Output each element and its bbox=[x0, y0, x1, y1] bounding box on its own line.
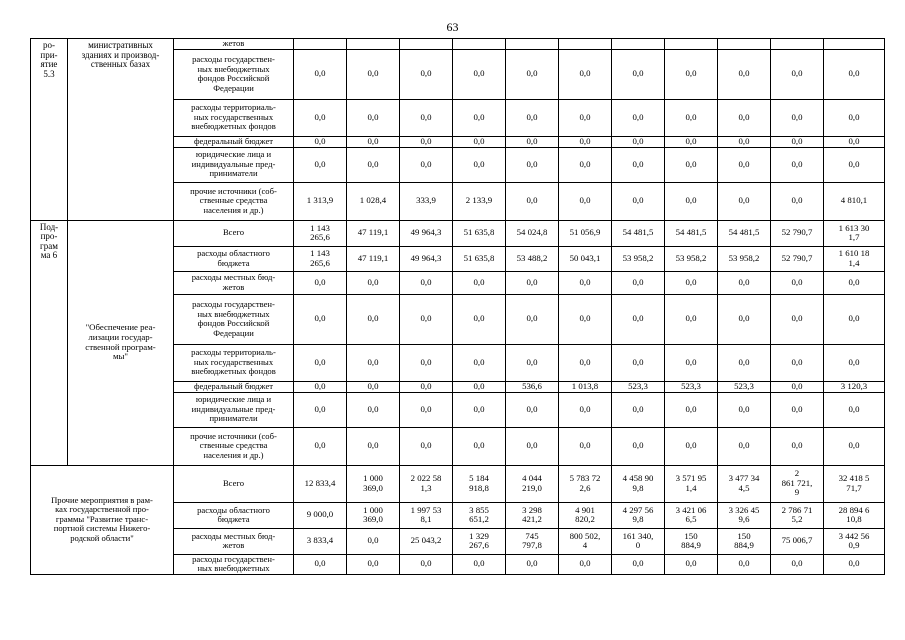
table-row bbox=[31, 220, 885, 246]
value-cell: 0,0 bbox=[294, 147, 347, 182]
value-cell: 1 143 265,6 bbox=[294, 246, 347, 271]
value-cell: 0,0 bbox=[771, 99, 824, 136]
page-number: 63 bbox=[446, 20, 459, 34]
value-cell: 2 133,9 bbox=[453, 182, 506, 220]
value-cell: 0,0 bbox=[347, 381, 400, 392]
value-cell: 51 635,8 bbox=[453, 220, 506, 246]
value-cell bbox=[665, 39, 718, 50]
funding-source-cell: расходы областного бюджета bbox=[174, 246, 294, 271]
section-code-cell: Под- про- грам ма 6 bbox=[31, 220, 68, 465]
value-cell: 0,0 bbox=[294, 294, 347, 344]
value-cell: 1 000 369,0 bbox=[347, 502, 400, 528]
value-cell: 0,0 bbox=[400, 49, 453, 99]
value-cell: 0,0 bbox=[824, 392, 885, 427]
value-cell: 53 488,2 bbox=[506, 246, 559, 271]
value-cell: 0,0 bbox=[665, 147, 718, 182]
value-cell: 9 000,0 bbox=[294, 502, 347, 528]
value-cell: 0,0 bbox=[400, 271, 453, 294]
value-cell: 3 833,4 bbox=[294, 528, 347, 554]
value-cell: 0,0 bbox=[612, 344, 665, 381]
value-cell: 0,0 bbox=[347, 99, 400, 136]
value-cell: 0,0 bbox=[665, 136, 718, 147]
funding-source-cell: федеральный бюджет bbox=[174, 381, 294, 392]
value-cell: 0,0 bbox=[771, 182, 824, 220]
funding-source-cell: юридические лица и индивидуальные пред- приниматели bbox=[174, 147, 294, 182]
value-cell: 0,0 bbox=[771, 554, 824, 574]
value-cell: 54 481,5 bbox=[665, 220, 718, 246]
value-cell: 3 421 06 6,5 bbox=[665, 502, 718, 528]
value-cell: 1 997 53 8,1 bbox=[400, 502, 453, 528]
value-cell: 0,0 bbox=[453, 271, 506, 294]
value-cell: 5 783 72 2,6 bbox=[559, 465, 612, 502]
value-cell: 53 958,2 bbox=[718, 246, 771, 271]
funding-source-cell: жетов bbox=[174, 39, 294, 50]
value-cell: 0,0 bbox=[612, 427, 665, 465]
value-cell: 0,0 bbox=[771, 392, 824, 427]
value-cell: 0,0 bbox=[559, 136, 612, 147]
value-cell: 0,0 bbox=[453, 136, 506, 147]
value-cell: 1 329 267,6 bbox=[453, 528, 506, 554]
value-cell: 3 442 56 0,9 bbox=[824, 528, 885, 554]
section-code-cell: ро- при- ятие 5.3 bbox=[31, 39, 68, 221]
value-cell: 0,0 bbox=[294, 381, 347, 392]
value-cell: 0,0 bbox=[400, 381, 453, 392]
value-cell: 745 797,8 bbox=[506, 528, 559, 554]
value-cell: 2 786 71 5,2 bbox=[771, 502, 824, 528]
value-cell: 0,0 bbox=[559, 99, 612, 136]
value-cell: 50 043,1 bbox=[559, 246, 612, 271]
value-cell bbox=[718, 39, 771, 50]
funding-source-cell: Всего bbox=[174, 220, 294, 246]
value-cell: 0,0 bbox=[612, 99, 665, 136]
value-cell: 3 571 95 1,4 bbox=[665, 465, 718, 502]
value-cell: 25 043,2 bbox=[400, 528, 453, 554]
value-cell: 0,0 bbox=[347, 294, 400, 344]
value-cell: 0,0 bbox=[347, 554, 400, 574]
value-cell: 0,0 bbox=[294, 554, 347, 574]
value-cell: 0,0 bbox=[824, 49, 885, 99]
value-cell: 333,9 bbox=[400, 182, 453, 220]
budget-table bbox=[30, 38, 885, 575]
value-cell: 0,0 bbox=[559, 271, 612, 294]
value-cell: 49 964,3 bbox=[400, 246, 453, 271]
value-cell: 0,0 bbox=[612, 136, 665, 147]
value-cell: 3 855 651,2 bbox=[453, 502, 506, 528]
value-cell: 3 120,3 bbox=[824, 381, 885, 392]
value-cell: 0,0 bbox=[718, 344, 771, 381]
value-cell: 0,0 bbox=[612, 294, 665, 344]
value-cell: 0,0 bbox=[347, 147, 400, 182]
funding-source-cell: юридические лица и индивидуальные пред- приниматели bbox=[174, 392, 294, 427]
value-cell bbox=[506, 39, 559, 50]
value-cell: 4 297 56 9,8 bbox=[612, 502, 665, 528]
value-cell: 75 006,7 bbox=[771, 528, 824, 554]
value-cell: 523,3 bbox=[718, 381, 771, 392]
value-cell: 54 481,5 bbox=[612, 220, 665, 246]
value-cell: 0,0 bbox=[718, 49, 771, 99]
value-cell: 0,0 bbox=[771, 271, 824, 294]
value-cell: 49 964,3 bbox=[400, 220, 453, 246]
value-cell: 523,3 bbox=[665, 381, 718, 392]
value-cell: 0,0 bbox=[771, 147, 824, 182]
value-cell: 0,0 bbox=[453, 344, 506, 381]
value-cell: 1 313,9 bbox=[294, 182, 347, 220]
value-cell: 0,0 bbox=[506, 554, 559, 574]
value-cell bbox=[347, 39, 400, 50]
value-cell: 161 340, 0 bbox=[612, 528, 665, 554]
value-cell: 52 790,7 bbox=[771, 220, 824, 246]
value-cell: 0,0 bbox=[665, 271, 718, 294]
value-cell: 0,0 bbox=[347, 427, 400, 465]
value-cell: 0,0 bbox=[347, 392, 400, 427]
budget-table-body bbox=[31, 39, 885, 575]
value-cell: 0,0 bbox=[559, 554, 612, 574]
value-cell: 0,0 bbox=[400, 392, 453, 427]
value-cell bbox=[559, 39, 612, 50]
value-cell: 0,0 bbox=[771, 344, 824, 381]
value-cell bbox=[453, 39, 506, 50]
value-cell: 0,0 bbox=[771, 427, 824, 465]
value-cell: 3 326 45 9,6 bbox=[718, 502, 771, 528]
value-cell: 0,0 bbox=[771, 136, 824, 147]
value-cell: 0,0 bbox=[347, 344, 400, 381]
value-cell: 0,0 bbox=[559, 294, 612, 344]
value-cell: 0,0 bbox=[559, 427, 612, 465]
funding-source-cell: расходы государствен- ных внебюджетных bbox=[174, 554, 294, 574]
value-cell: 12 833,4 bbox=[294, 465, 347, 502]
value-cell: 0,0 bbox=[347, 49, 400, 99]
value-cell: 150 884,9 bbox=[718, 528, 771, 554]
value-cell: 0,0 bbox=[824, 136, 885, 147]
funding-source-cell: расходы местных бюд- жетов bbox=[174, 271, 294, 294]
value-cell: 0,0 bbox=[612, 392, 665, 427]
funding-source-cell: расходы государствен- ных внебюджетных фондов Российской Федерации bbox=[174, 49, 294, 99]
value-cell: 0,0 bbox=[400, 136, 453, 147]
value-cell: 1 143 265,6 bbox=[294, 220, 347, 246]
value-cell: 0,0 bbox=[506, 182, 559, 220]
value-cell: 0,0 bbox=[665, 554, 718, 574]
value-cell: 0,0 bbox=[400, 147, 453, 182]
value-cell: 0,0 bbox=[506, 271, 559, 294]
value-cell: 0,0 bbox=[665, 392, 718, 427]
value-cell: 0,0 bbox=[453, 392, 506, 427]
value-cell: 32 418 5 71,7 bbox=[824, 465, 885, 502]
value-cell: 523,3 bbox=[612, 381, 665, 392]
value-cell: 0,0 bbox=[718, 147, 771, 182]
value-cell bbox=[824, 39, 885, 50]
value-cell: 4 901 820,2 bbox=[559, 502, 612, 528]
value-cell: 0,0 bbox=[824, 271, 885, 294]
value-cell: 0,0 bbox=[400, 294, 453, 344]
value-cell: 4 458 90 9,8 bbox=[612, 465, 665, 502]
value-cell: 4 044 219,0 bbox=[506, 465, 559, 502]
value-cell: 0,0 bbox=[824, 554, 885, 574]
value-cell: 3 477 34 4,5 bbox=[718, 465, 771, 502]
value-cell: 0,0 bbox=[453, 381, 506, 392]
value-cell: 0,0 bbox=[771, 49, 824, 99]
value-cell: 0,0 bbox=[453, 49, 506, 99]
value-cell bbox=[294, 39, 347, 50]
funding-source-cell: прочие источники (соб- ственные средства населения и др.) bbox=[174, 427, 294, 465]
value-cell: 51 056,9 bbox=[559, 220, 612, 246]
value-cell: 1 000 369,0 bbox=[347, 465, 400, 502]
funding-source-cell: Всего bbox=[174, 465, 294, 502]
value-cell: 0,0 bbox=[612, 182, 665, 220]
value-cell: 0,0 bbox=[771, 381, 824, 392]
table-row bbox=[31, 39, 885, 50]
value-cell: 47 119,1 bbox=[347, 246, 400, 271]
value-cell: 0,0 bbox=[453, 99, 506, 136]
value-cell bbox=[400, 39, 453, 50]
value-cell: 1 028,4 bbox=[347, 182, 400, 220]
value-cell: 1 610 18 1,4 bbox=[824, 246, 885, 271]
value-cell: 0,0 bbox=[347, 271, 400, 294]
value-cell: 150 884,9 bbox=[665, 528, 718, 554]
value-cell: 0,0 bbox=[453, 294, 506, 344]
funding-source-cell: прочие источники (соб- ственные средства населения и др.) bbox=[174, 182, 294, 220]
value-cell: 0,0 bbox=[559, 182, 612, 220]
value-cell: 5 184 918,8 bbox=[453, 465, 506, 502]
value-cell: 28 894 6 10,8 bbox=[824, 502, 885, 528]
value-cell: 0,0 bbox=[718, 182, 771, 220]
value-cell: 0,0 bbox=[718, 427, 771, 465]
value-cell: 0,0 bbox=[824, 147, 885, 182]
value-cell: 0,0 bbox=[665, 99, 718, 136]
funding-source-cell: расходы государствен- ных внебюджетных фондов Российской Федерации bbox=[174, 294, 294, 344]
value-cell: 0,0 bbox=[718, 554, 771, 574]
funding-source-cell: федеральный бюджет bbox=[174, 136, 294, 147]
value-cell: 0,0 bbox=[400, 344, 453, 381]
value-cell: 0,0 bbox=[506, 136, 559, 147]
value-cell: 0,0 bbox=[824, 427, 885, 465]
value-cell: 0,0 bbox=[824, 99, 885, 136]
value-cell: 0,0 bbox=[294, 271, 347, 294]
value-cell bbox=[612, 39, 665, 50]
value-cell: 0,0 bbox=[453, 554, 506, 574]
value-cell: 0,0 bbox=[453, 427, 506, 465]
value-cell: 0,0 bbox=[665, 49, 718, 99]
value-cell: 0,0 bbox=[559, 147, 612, 182]
value-cell: 1 013,8 bbox=[559, 381, 612, 392]
value-cell: 0,0 bbox=[718, 294, 771, 344]
value-cell: 54 481,5 bbox=[718, 220, 771, 246]
value-cell: 0,0 bbox=[400, 99, 453, 136]
value-cell: 0,0 bbox=[506, 49, 559, 99]
value-cell: 53 958,2 bbox=[665, 246, 718, 271]
value-cell: 3 298 421,2 bbox=[506, 502, 559, 528]
value-cell: 0,0 bbox=[718, 136, 771, 147]
value-cell: 0,0 bbox=[294, 49, 347, 99]
value-cell: 47 119,1 bbox=[347, 220, 400, 246]
value-cell: 0,0 bbox=[506, 344, 559, 381]
value-cell: 0,0 bbox=[665, 182, 718, 220]
value-cell: 0,0 bbox=[294, 392, 347, 427]
value-cell: 0,0 bbox=[665, 427, 718, 465]
value-cell: 52 790,7 bbox=[771, 246, 824, 271]
value-cell: 0,0 bbox=[665, 344, 718, 381]
value-cell: 0,0 bbox=[824, 344, 885, 381]
value-cell: 0,0 bbox=[294, 427, 347, 465]
value-cell: 0,0 bbox=[347, 136, 400, 147]
value-cell: 4 810,1 bbox=[824, 182, 885, 220]
value-cell: 0,0 bbox=[771, 294, 824, 344]
value-cell: 536,6 bbox=[506, 381, 559, 392]
value-cell bbox=[771, 39, 824, 50]
value-cell: 0,0 bbox=[506, 147, 559, 182]
value-cell: 51 635,8 bbox=[453, 246, 506, 271]
value-cell: 0,0 bbox=[400, 554, 453, 574]
value-cell: 0,0 bbox=[506, 392, 559, 427]
value-cell: 0,0 bbox=[612, 271, 665, 294]
value-cell: 1 613 30 1,7 bbox=[824, 220, 885, 246]
value-cell: 0,0 bbox=[718, 99, 771, 136]
value-cell: 0,0 bbox=[294, 99, 347, 136]
funding-source-cell: расходы территориаль- ных государственных внебюджетных фондов bbox=[174, 344, 294, 381]
value-cell: 0,0 bbox=[665, 294, 718, 344]
value-cell: 0,0 bbox=[506, 427, 559, 465]
value-cell: 0,0 bbox=[612, 147, 665, 182]
value-cell: 0,0 bbox=[559, 344, 612, 381]
value-cell: 0,0 bbox=[453, 147, 506, 182]
section-name-cell: "Обеспечение реа- лизации государ- ственной програм- мы" bbox=[68, 220, 174, 465]
value-cell: 0,0 bbox=[612, 554, 665, 574]
value-cell: 0,0 bbox=[612, 49, 665, 99]
value-cell: 0,0 bbox=[718, 392, 771, 427]
value-cell: 54 024,8 bbox=[506, 220, 559, 246]
value-cell: 0,0 bbox=[506, 99, 559, 136]
funding-source-cell: расходы областного бюджета bbox=[174, 502, 294, 528]
value-cell: 0,0 bbox=[400, 427, 453, 465]
value-cell: 0,0 bbox=[824, 294, 885, 344]
value-cell: 0,0 bbox=[347, 528, 400, 554]
value-cell: 2 861 721, 9 bbox=[771, 465, 824, 502]
section-name-cell: министративных зданиях и производ- ственных базах bbox=[68, 39, 174, 221]
section-title-cell: Прочие мероприятия в рам- ках государственной про- граммы "Развитие транс- портной системы Нижего- родской области" bbox=[31, 465, 174, 574]
funding-source-cell: расходы территориаль- ных государственных внебюджетных фондов bbox=[174, 99, 294, 136]
value-cell: 0,0 bbox=[559, 392, 612, 427]
value-cell: 800 502, 4 bbox=[559, 528, 612, 554]
value-cell: 53 958,2 bbox=[612, 246, 665, 271]
value-cell: 2 022 58 1,3 bbox=[400, 465, 453, 502]
value-cell: 0,0 bbox=[559, 49, 612, 99]
value-cell: 0,0 bbox=[294, 136, 347, 147]
funding-source-cell: расходы местных бюд- жетов bbox=[174, 528, 294, 554]
table-row bbox=[31, 465, 885, 502]
value-cell: 0,0 bbox=[294, 344, 347, 381]
value-cell: 0,0 bbox=[506, 294, 559, 344]
value-cell: 0,0 bbox=[718, 271, 771, 294]
